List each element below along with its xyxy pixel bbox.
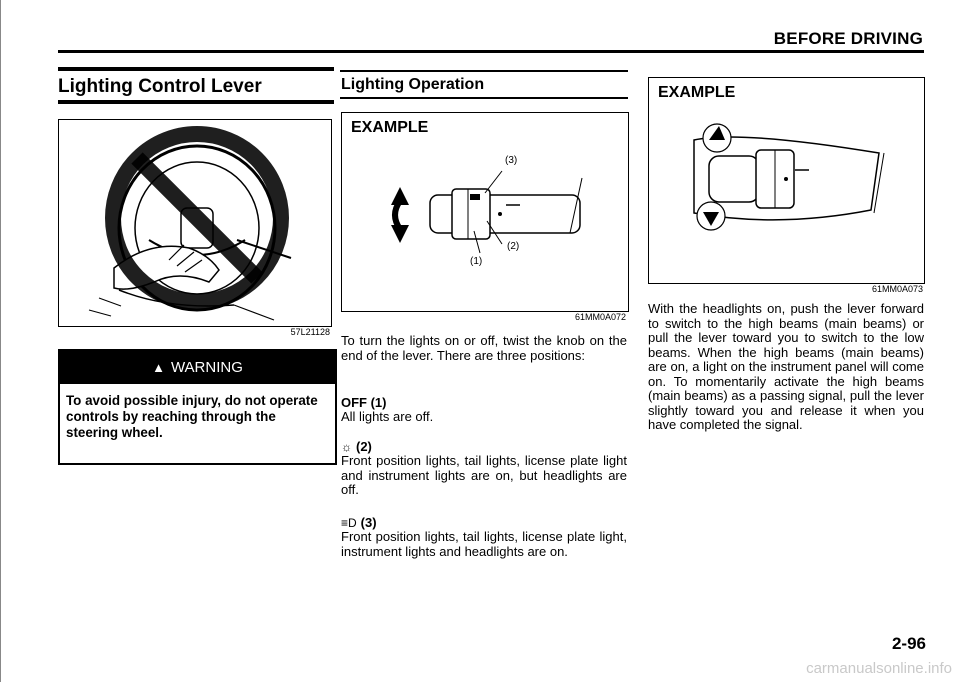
watermark: carmanualsonline.info bbox=[806, 660, 952, 677]
section-title: BEFORE DRIVING bbox=[773, 29, 923, 48]
middle-heading-rule-top bbox=[340, 70, 628, 72]
steering-wheel-figure bbox=[58, 119, 332, 327]
beam-lever-illustration bbox=[649, 78, 924, 283]
position-off-text: All lights are off. bbox=[341, 409, 434, 424]
position-3-label: (3) bbox=[360, 515, 377, 530]
warning-text: To avoid possible injury, do not operate controls by reaching through the steering wheel. bbox=[66, 393, 318, 440]
beam-switch-figure bbox=[648, 77, 925, 284]
position-off-label: OFF (1) bbox=[341, 395, 387, 410]
callout-3: (3) bbox=[505, 155, 518, 166]
left-figure-code: 57L21128 bbox=[290, 327, 330, 337]
position-2-label: (2) bbox=[356, 439, 372, 454]
warning-triangle-icon: ▲ bbox=[152, 360, 165, 375]
right-figure-code: 61MM0A073 bbox=[871, 284, 923, 294]
position-lamp-icon: ☼ bbox=[341, 440, 352, 454]
lighting-operation-heading: Lighting Operation bbox=[341, 76, 485, 93]
warning-box bbox=[58, 349, 337, 465]
page-edge-line bbox=[0, 0, 1, 682]
callout-2: (2) bbox=[507, 241, 520, 252]
middle-figure-code: 61MM0A072 bbox=[574, 312, 626, 322]
warning-label: WARNING bbox=[170, 359, 243, 376]
warning-header bbox=[60, 351, 335, 384]
left-heading-rule-bottom bbox=[58, 100, 334, 104]
page-number: 2-96 bbox=[891, 634, 926, 653]
position-2-text: Front position lights, tail lights, license plate light and instrument lights are on, but headlights are off. bbox=[341, 453, 627, 497]
header-rule bbox=[58, 50, 924, 53]
callout-1: (1) bbox=[470, 256, 483, 267]
position-off bbox=[341, 395, 627, 425]
position-3 bbox=[341, 515, 627, 559]
lighting-control-lever-heading: Lighting Control Lever bbox=[58, 76, 262, 97]
middle-heading-rule-bottom bbox=[340, 97, 628, 99]
no-reaching-through-wheel-illustration bbox=[59, 120, 331, 326]
light-switch-illustration bbox=[342, 113, 628, 311]
headlight-icon: ≡D bbox=[341, 516, 357, 530]
intro-paragraph: To turn the lights on or off, twist the knob on the end of the lever. There are three positions: bbox=[341, 333, 627, 363]
position-2 bbox=[341, 439, 627, 498]
right-example-label: EXAMPLE bbox=[658, 84, 736, 101]
left-heading-rule-top bbox=[58, 67, 334, 71]
beam-switch-paragraph: With the headlights on, push the lever forward to switch to the high beams (main beams) or pull the lever toward you to switch to the low beams. When the high beams (main beams) are on, a light on the instrument panel will come on. To momentarily activate the high beams (main beams) as a passing signal, pull the lever slightly toward you and release it when you have completed the signal. bbox=[648, 301, 924, 432]
position-3-text: Front position lights, tail lights, license plate light, instrument lights and headlights are on. bbox=[341, 529, 627, 559]
example-label: EXAMPLE bbox=[351, 119, 429, 136]
lighting-operation-figure bbox=[341, 112, 629, 312]
